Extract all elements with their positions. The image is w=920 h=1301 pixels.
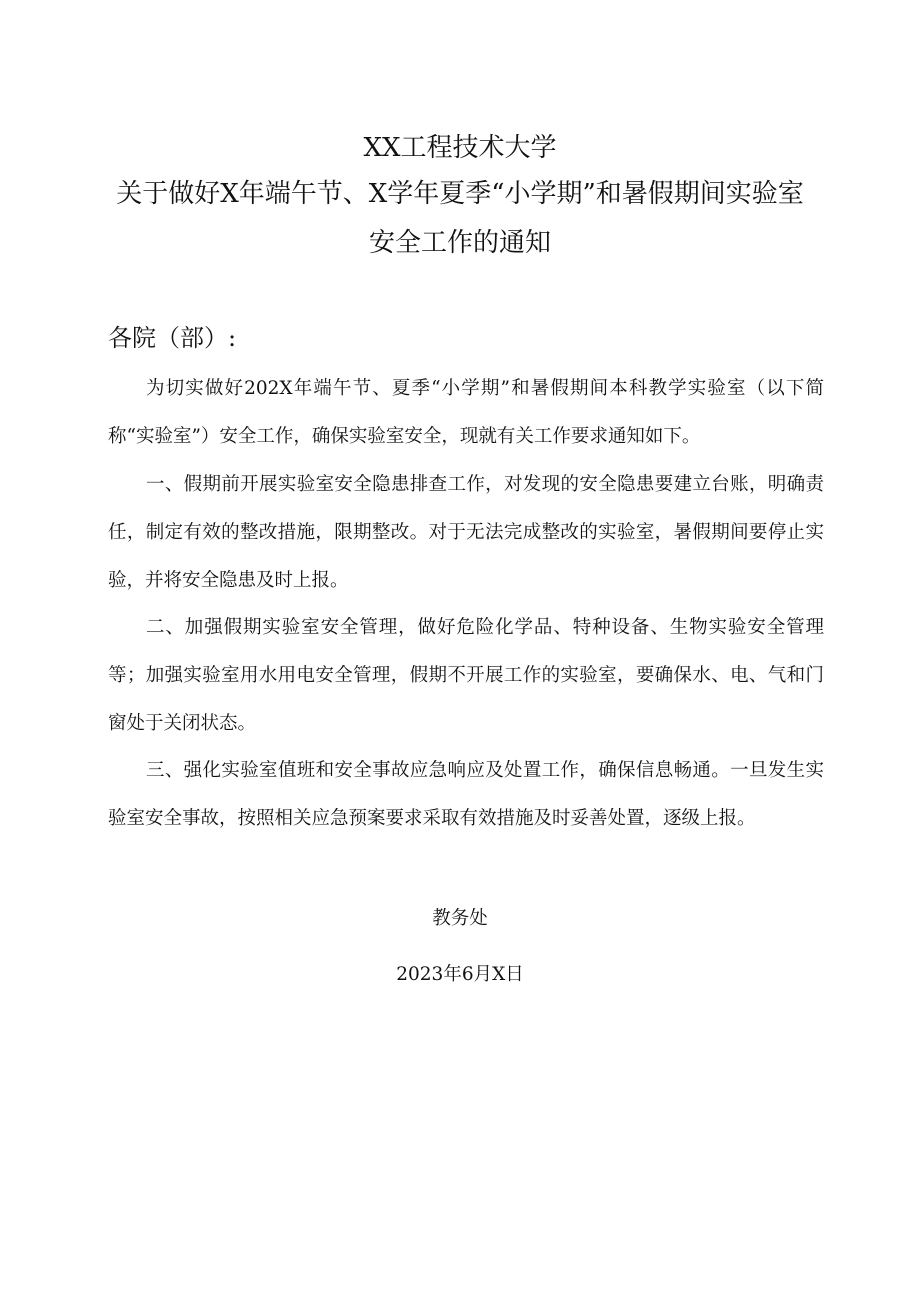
document-title-university: XX工程技术大学 — [363, 133, 557, 163]
paragraph-intro: 为切实做好202X年端午节、夏季“小学期”和暑假期间本科教学实验室（以下简称“实验室”）安全工作，确保实验室安全，现就有关工作要求通知如下。 — [108, 378, 824, 447]
document-title-line: 安全工作的通知 — [368, 228, 551, 258]
paragraph-item-1: 一、假期前开展实验室安全隐患排查工作，对发现的安全隐患要建立台账，明确责任，制定有效的整改措施，限期整改。对于无法完成整改的实验室，暑假期间要停止实验，并将安全隐患及时上报。 — [108, 474, 824, 591]
salutation: 各院（部）: — [108, 324, 237, 352]
document-title-line: 关于做好X年端午节、X学年夏季“小学期”和暑假期间实验室 — [116, 179, 804, 209]
paragraph-item-2: 二、加强假期实验室安全管理，做好危险化学品、特种设备、生物实验安全管理等；加强实验室用水用电安全管理，假期不开展工作的实验室，要确保水、电、气和门窗处于关闭状态。 — [108, 617, 824, 734]
signature-organization: 教务处 — [432, 908, 488, 929]
signature-date: 2023年6月X日 — [396, 964, 524, 985]
paragraph-item-3: 三、强化实验室值班和安全事故应急响应及处置工作，确保信息畅通。一旦发生实验室安全事故，按照相关应急预案要求采取有效措施及时妥善处置，逐级上报。 — [108, 760, 824, 829]
